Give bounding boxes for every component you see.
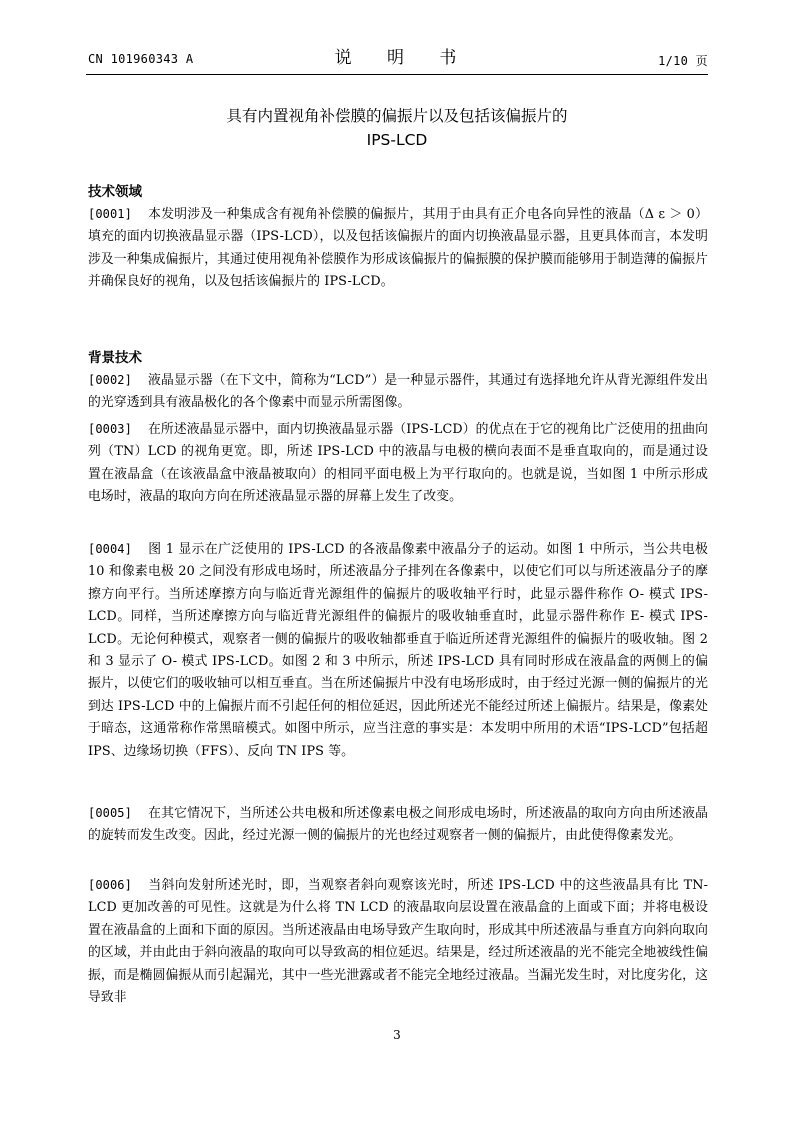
paragraph-text: 液晶显示器（在下文中，简称为“LCD”）是一种显示器件，其通过有选择地允许从背光源组件发出的光穿透到具有液晶极化的各个像素中而显示所需图像。 — [88, 373, 708, 411]
paragraph-0003 — [88, 418, 708, 509]
paragraph-0002 — [88, 369, 708, 415]
paragraph-text: 图 1 显示在广泛使用的 IPS-LCD 的各液晶像素中液晶分子的运动。如图 1 中所示，当公共电极 10 和像素电极 20 之间没有形成电场时，所述液晶分子排列在各像素中，以使它们可以与所述液晶分子的摩擦方向平行。当所述摩擦方向与临近背光源组件的偏振片的吸收轴平行时，此显示器件称作 O- 模式 IPS-LCD。同样，当所述摩擦方向与临近背光源组件的偏振片的吸收轴垂直时，此显示器件称作 E- 模式 IPS-LCD。无论何种模式，观察者一侧的偏振片的吸收轴都垂直于临近所述背光源组件的偏振片的吸收轴。图 2 和 3 显示了 O- 模式 IPS-LCD。如图 2 和 3 中所示，所述 IPS-LCD 具有同时形成在液晶盒的两侧上的偏振片，以使它们的吸收轴可以相互垂直。当在所述偏振片中没有电场形成时，由于经过光源一侧的偏振片的光到达 IPS-LCD 中的上偏振片而不引起任何的相位延迟，因此所述光不能经过所述上偏振片。结果是，像素处于暗态，这通常称作常黑暗模式。如图中所示，应当注意的事实是：本发明中所用的术语“IPS-LCD”包括超 IPS、边缘场切换（FFS）、反向 TN IPS 等。 — [88, 542, 708, 759]
paragraph-0006 — [88, 874, 708, 1009]
paragraph-number: [0006] — [88, 878, 132, 892]
patent-number: CN 101960343 A — [88, 52, 194, 66]
paragraph-number: [0002] — [88, 373, 132, 387]
paragraph-number: [0001] — [88, 207, 132, 221]
paragraph-text: 在所述液晶显示器中，面内切换液晶显示器（IPS-LCD）的优点在于它的视角比广泛使用的扭曲向列（TN）LCD 的视角更宽。即，所述 IPS-LCD 中的液晶与电极的横向表面不是垂直取向的，而是通过设置在液晶盒（在该液晶盒中液晶被取向）的相同平面电极上为平行取向的。也就是说，当如图 1 中所示形成电场时，液晶的取向方向在所述液晶显示器的屏幕上发生了改变。 — [88, 422, 708, 505]
paragraph-text: 本发明涉及一种集成含有视角补偿膜的偏振片，其用于由具有正介电各向异性的液晶（Δ ε ＞ 0）填充的面内切换液晶显示器（IPS-LCD），以及包括该偏振片的面内切换液晶显示器，且更具体而言，本发明涉及一种集成偏振片，其通过使用视角补偿膜作为形成该偏振片的偏振膜的保护膜而能够用于制造薄的偏振片并确保良好的视角，以及包括该偏振片的 IPS-LCD。 — [88, 207, 708, 290]
paragraph-0004 — [88, 538, 708, 763]
paragraph-number: [0004] — [88, 542, 132, 556]
paragraph-number: [0003] — [88, 422, 132, 436]
page-number: 3 — [393, 1028, 401, 1042]
section-heading-background: 背景技术 — [88, 350, 142, 366]
invention-title-line2: IPS-LCD — [366, 131, 428, 149]
paragraph-0001 — [88, 203, 708, 294]
header-divider — [86, 74, 708, 75]
section-heading-technical-field: 技术领域 — [88, 184, 142, 200]
invention-title-line1: 具有内置视角补偿膜的偏振片以及包括该偏振片的 — [226, 107, 568, 125]
page-of-total: 1/10 页 — [658, 54, 708, 68]
paragraph-text: 在其它情况下，当所述公共电极和所述像素电极之间形成电场时，所述液晶的取向方向由所述液晶的旋转而发生改变。因此，经过光源一侧的偏振片的光也经过观察者一侧的偏振片，由此使得像素发光。 — [88, 806, 708, 844]
document-type-title: 说 明 书 — [334, 48, 472, 68]
paragraph-text: 当斜向发射所述光时，即，当观察者斜向观察该光时，所述 IPS-LCD 中的这些液晶具有比 TN-LCD 更加改善的可见性。这就是为什么将 TN LCD 的液晶取向层设置在液晶盒的上面或下面；并将电极设置在液晶盒的上面和下面的原因。当所述液晶由电场导致产生取向时，形成其中所述液晶与垂直方向斜向取向的区域，并由此由于斜向液晶的取向可以导致高的相位延迟。结果是，经过所述液晶的光不能完全地被线性偏振，而是椭圆偏振从而引起漏光，其中一些光泄露或者不能完全地经过液晶。当漏光发生时，对比度劣化，这导致非 — [88, 878, 708, 1006]
paragraph-number: [0005] — [88, 806, 132, 820]
paragraph-0005 — [88, 802, 708, 848]
